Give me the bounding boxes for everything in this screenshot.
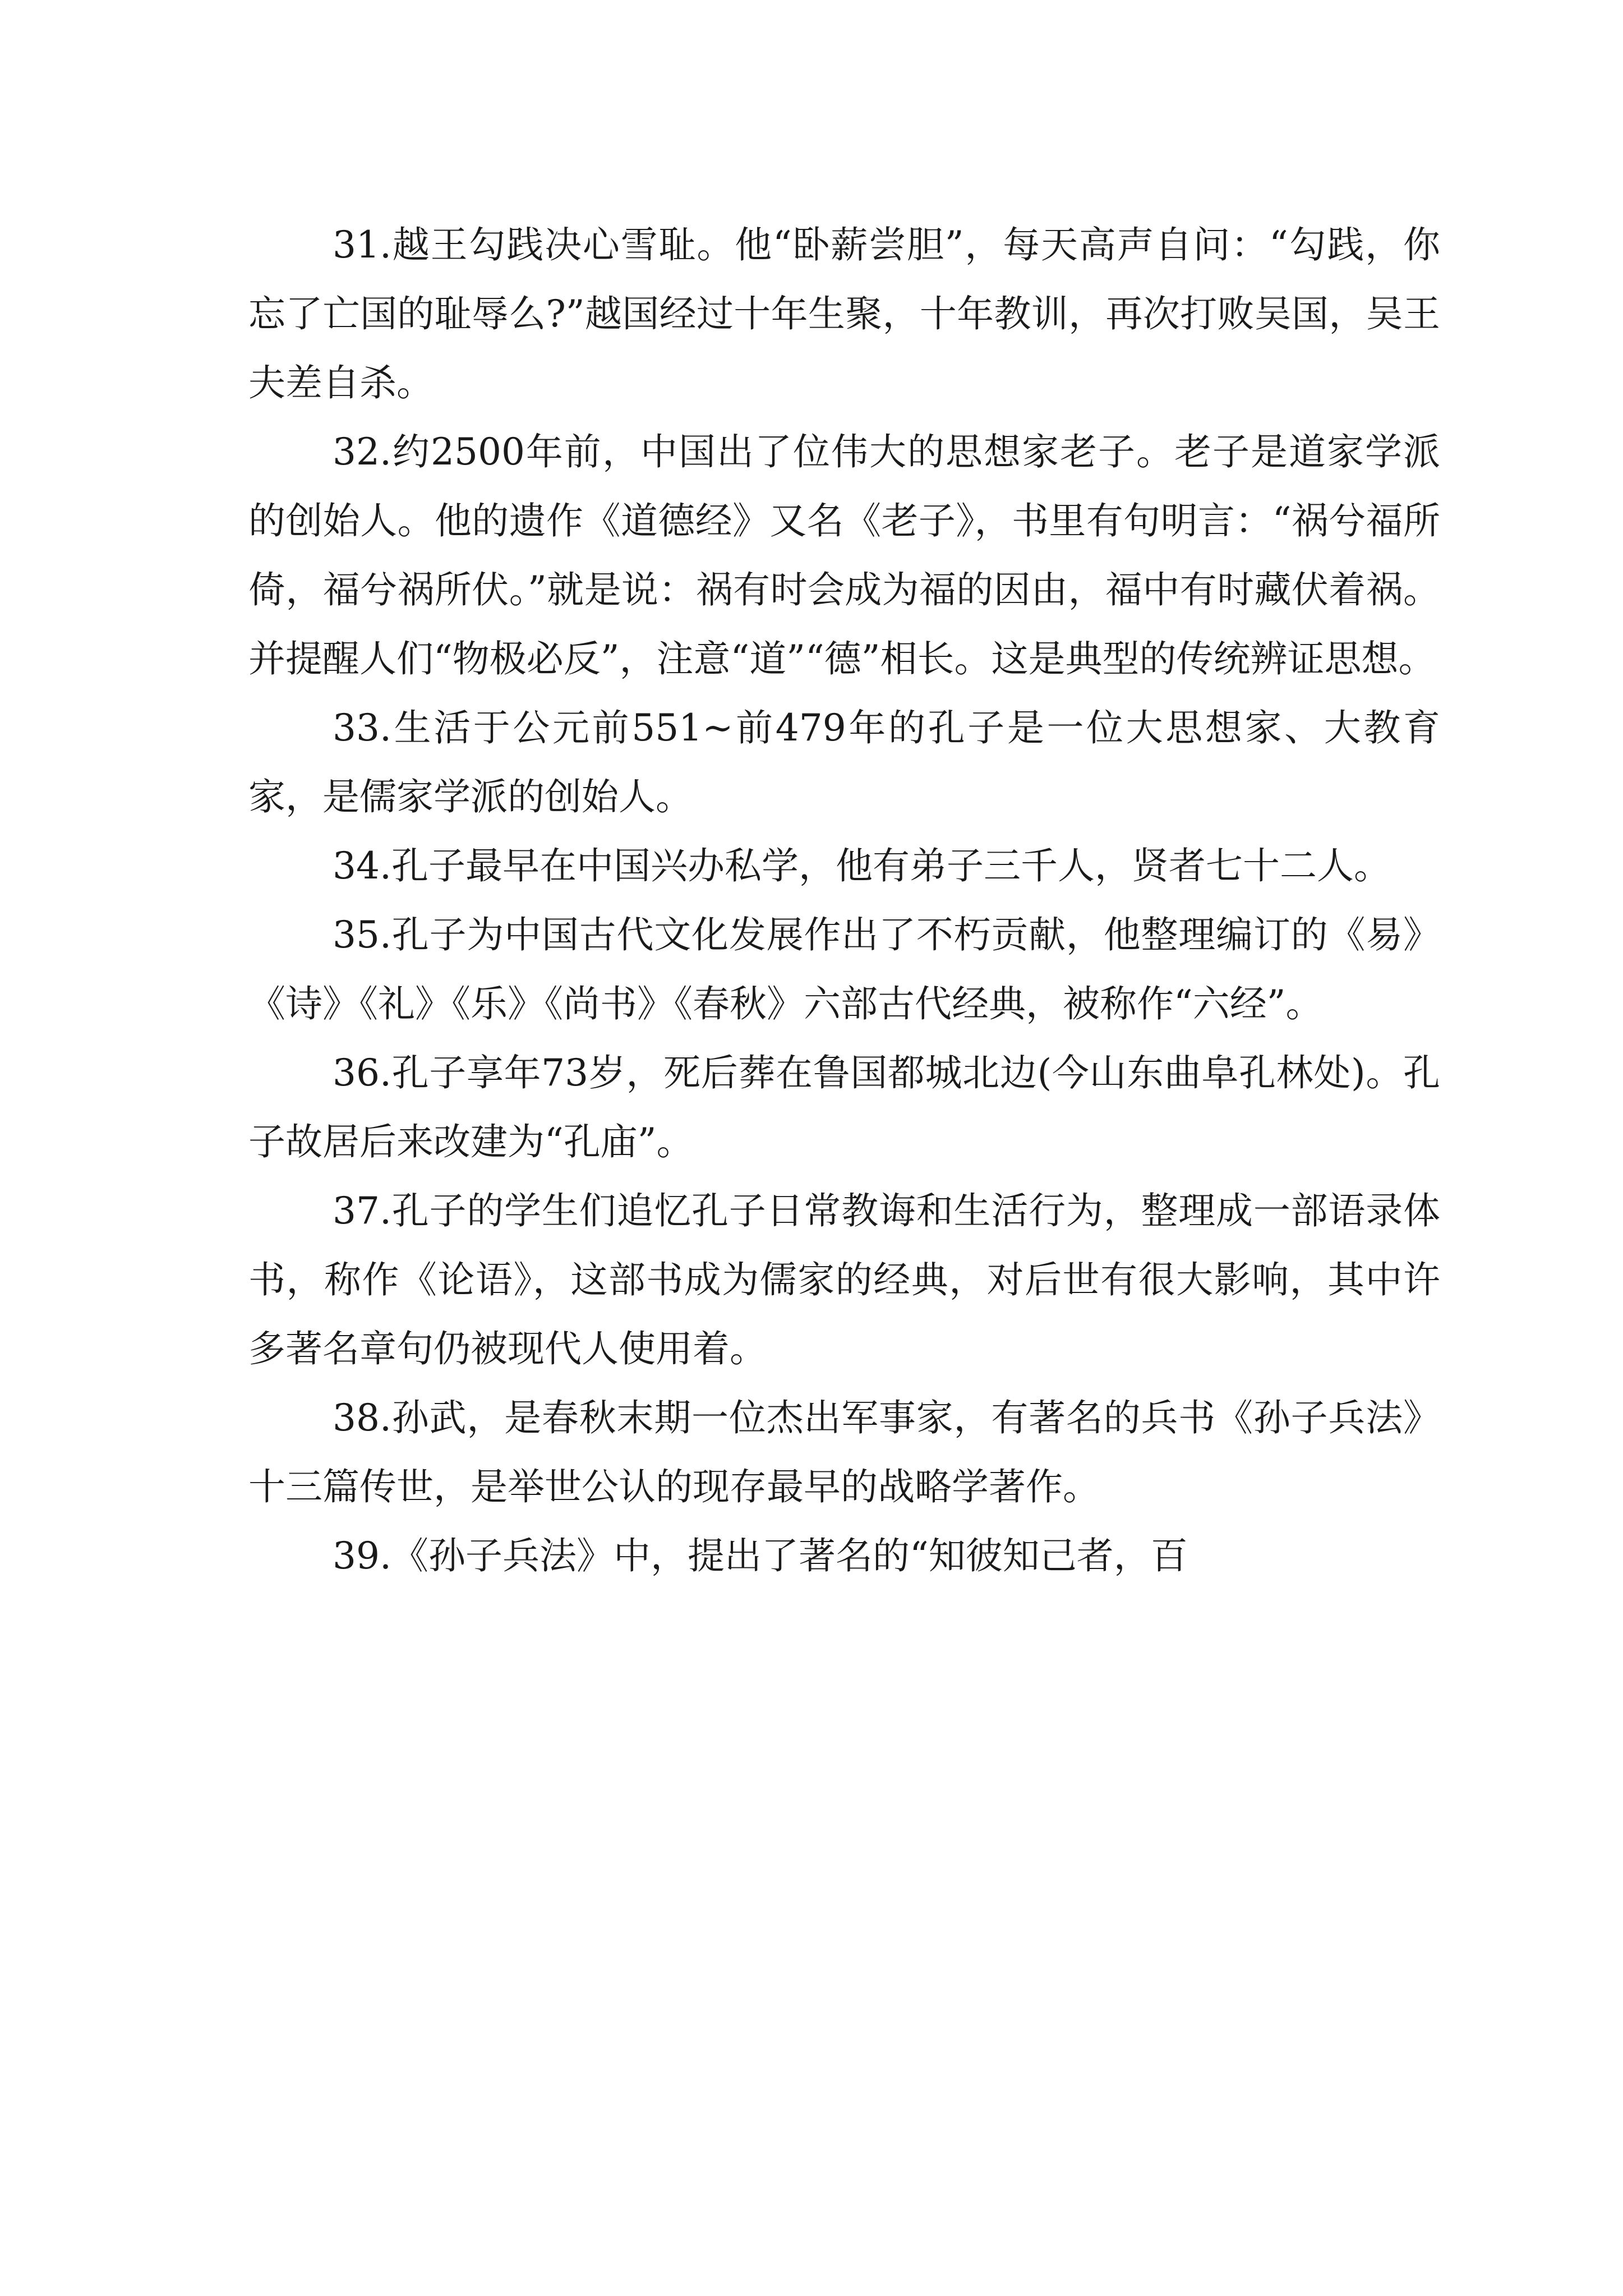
paragraph-33: 33.生活于公元前551~前479年的孔子是一位大思想家、大教育家，是儒家学派的创始人。: [248, 706, 1440, 818]
paragraph-37: 37.孔子的学生们追忆孔子日常教诲和生活行为，整理成一部语录体书，称作《论语》，这部书成为儒家的经典，对后世有很大影响，其中许多著名章句仍被现代人使用着。: [248, 1189, 1440, 1370]
paragraph-39: 39.《孙子兵法》中，提出了著名的“知彼知己者，百: [333, 1534, 1188, 1577]
paragraph-32: 32.约2500年前，中国出了位伟大的思想家老子。老子是道家学派的创始人。他的遗作《道德经》又名《老子》，书里有句明言：“祸兮福所倚，福兮祸所伏。”就是说：祸有时会成为福的因由，福中有时藏伏着祸。并提醒人们“物极必反”，注意“道”“德”相长。这是典型的传统辨证思想。: [248, 430, 1440, 680]
paragraph-31: 31.越王勾践决心雪耻。他“卧薪尝胆”，每天高声自问：“勾践，你忘了亡国的耻辱么?”越国经过十年生聚，十年教训，再次打败吴国，吴王夫差自杀。: [248, 223, 1440, 404]
paragraph-36: 36.孔子享年73岁，死后葬在鲁国都城北边(今山东曲阜孔林处)。孔子故居后来改建为“孔庙”。: [248, 1051, 1440, 1163]
paragraph-34: 34.孔子最早在中国兴办私学，他有弟子三千人，贤者七十二人。: [333, 844, 1391, 887]
document-body: [248, 210, 1440, 1590]
paragraph-38: 38.孙武，是春秋末期一位杰出军事家，有著名的兵书《孙子兵法》十三篇传世，是举世公认的现存最早的战略学著作。: [248, 1396, 1440, 1508]
paragraph-35: 35.孔子为中国古代文化发展作出了不朽贡献，他整理编订的《易》《诗》《礼》《乐》《尚书》《春秋》六部古代经典，被称作“六经”。: [248, 913, 1440, 1025]
